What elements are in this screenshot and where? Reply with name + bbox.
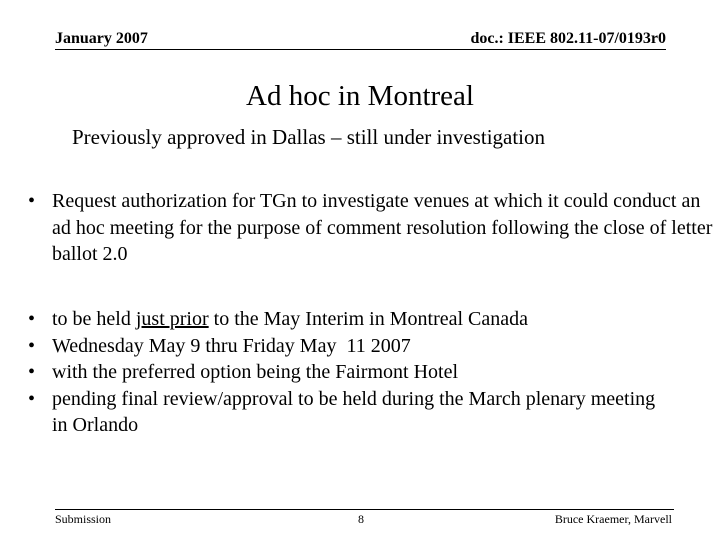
- header-rule: [55, 49, 666, 50]
- bullet-dot-icon: •: [28, 308, 36, 330]
- bullet-venue-text: with the preferred option being the Fairmont Hotel: [52, 361, 459, 383]
- bullet-dot-icon: •: [28, 387, 36, 410]
- bullet-request-text: Request authorization for TGn to investigate venues at which it could conduct an ad hoc meeting for the purpose of comment resolution following the close of letter ballot 2.0: [52, 190, 713, 265]
- bullet-held-emphasis: just prior: [135, 308, 209, 330]
- bullet-dates-text: Wednesday May 9 thru Friday May 11 2007: [52, 334, 411, 357]
- footer-author: Bruce Kraemer, Marvell: [554, 512, 672, 526]
- bullet-held-prefix: to be held: [52, 308, 136, 330]
- footer-submission: Submission: [55, 512, 112, 526]
- bullet-dot-icon: •: [28, 361, 36, 383]
- bullet-held-suffix: to the May Interim in Montreal Canada: [208, 308, 529, 330]
- slide-title: Ad hoc in Montreal: [246, 80, 474, 112]
- slide-subtitle: Previously approved in Dallas – still under investigation: [72, 125, 546, 149]
- footer-page-number: 8: [358, 512, 364, 526]
- details-list: [28, 306, 714, 439]
- header-date: January 2007: [55, 30, 148, 47]
- bullet-review-text: pending final review/approval to be held during the March plenary meeting in Orlando: [52, 387, 656, 436]
- bullet-dot-icon: •: [28, 334, 36, 357]
- bullet-venue: [28, 359, 714, 386]
- bullet-review: [28, 386, 672, 439]
- header-doc-id: doc.: IEEE 802.11-07/0193r0: [470, 30, 666, 47]
- footer-rule: [55, 509, 674, 510]
- bullet-dot-icon: •: [28, 190, 36, 212]
- bullet-dates: [28, 333, 714, 360]
- request-list: [28, 188, 714, 268]
- bullet-held: [28, 306, 714, 333]
- bullet-request: [28, 188, 714, 268]
